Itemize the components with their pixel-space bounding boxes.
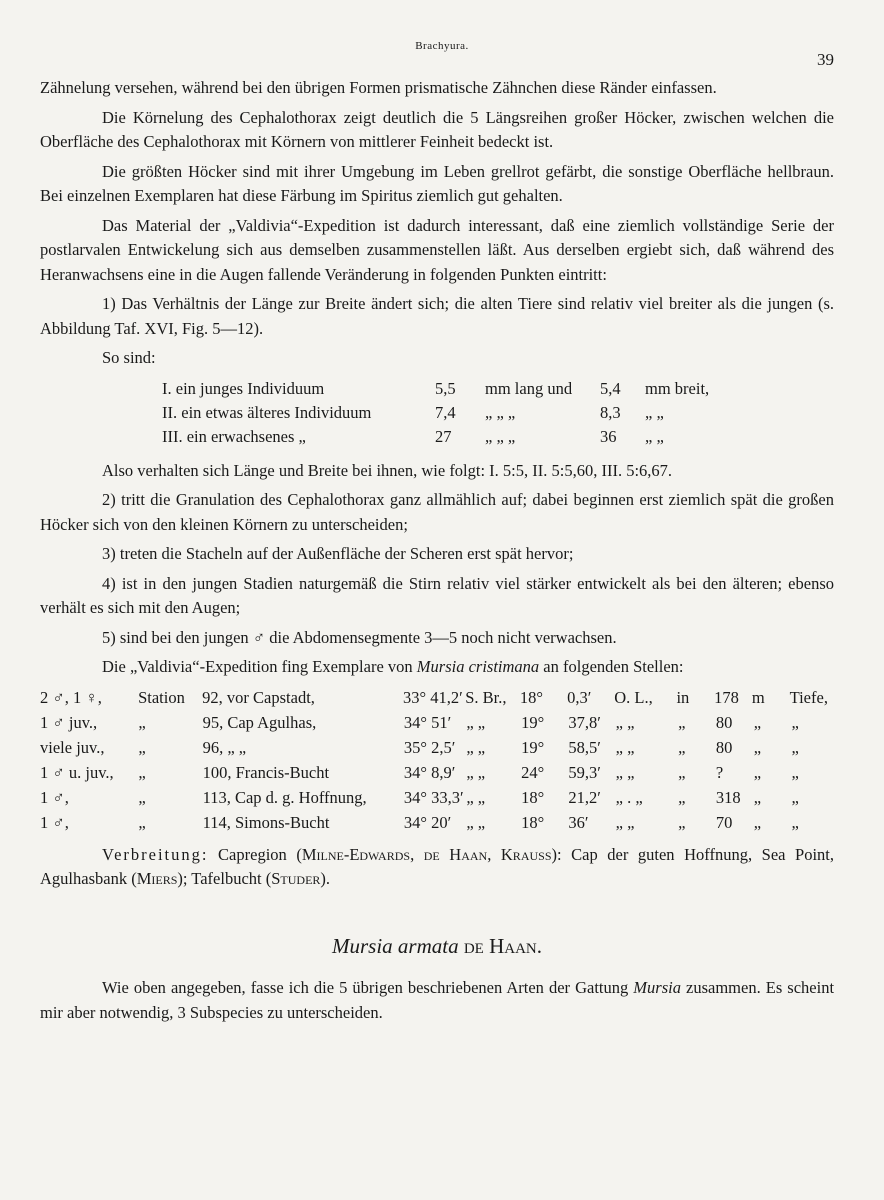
text-run: ); Tafelbucht ( <box>177 869 272 888</box>
station-end <box>825 710 834 735</box>
text-run: Die „Valdivia“-Expedition fing Exemplare von <box>102 657 413 676</box>
paragraph: 5) sind bei den jungen ♂ die Abdomensegmente 3—5 noch nicht verwachsen. <box>102 627 617 647</box>
station-depth-word: „ <box>791 812 799 832</box>
station-specimens: 2 ♂, 1 ♀, <box>40 687 102 707</box>
station-specimens: 1 ♂, <box>40 787 69 807</box>
station-depth-word: „ <box>791 787 799 807</box>
section-title-author: de Haan. <box>463 933 543 958</box>
station-depth-unit: „ <box>753 737 762 757</box>
station-depth-pre: „ <box>678 812 686 832</box>
paragraph: Das Material der „Valdivia“-Expedition ist dadurch interessant, daß eine ziemlich vollständige Serie der postlarvalen Entwickelung sich aus demselben zusammenstellen läßt. Aus derselben ergiebt sich, daß während des Heranwachsens eine in die Augen fallende Veränderung in folgenden Punkten eintritt: <box>40 215 834 284</box>
station-lat-hem: S. Br., <box>465 687 507 707</box>
station-depth-word: Tiefe, <box>789 687 828 707</box>
station-depth-pre: „ <box>678 787 686 807</box>
measurement-length: 27 <box>435 426 452 446</box>
station-specimens: 1 ♂ u. juv., <box>40 762 114 782</box>
author-names: Miers <box>136 869 178 888</box>
paragraph: 2) tritt die Granulation des Cephalothorax ganz allmählich auf; dabei beginnen erst ziemlich spät die großen Höcker sich von den kleinen Körnern zu unterscheiden; <box>40 490 834 534</box>
station-depth-pre: „ <box>678 737 686 757</box>
station-lat: 35° 2,5′ <box>403 737 456 757</box>
text-run: an folgenden Stellen: <box>543 657 684 676</box>
station-lon-deg: 18° <box>519 687 544 707</box>
station-lon-hem: O. L., <box>614 687 653 707</box>
measurement-width: 5,4 <box>600 378 621 398</box>
station-depth: ? <box>715 762 724 782</box>
paragraph: Also verhalten sich Länge und Breite bei ihnen, wie folgt: I. 5:5, II. 5:5,60, III. 5:6,67. <box>102 460 673 480</box>
measurement-label: I. ein junges Individuum <box>162 378 325 398</box>
author-names: Studer <box>271 869 321 888</box>
station-locality: 92, vor Capstadt, <box>202 687 315 707</box>
paragraph <box>40 655 834 680</box>
station-depth-word: „ <box>791 737 799 757</box>
body-text <box>40 76 834 1030</box>
station-locality: 113, Cap d. g. Hoffnung, <box>202 787 367 807</box>
station-end <box>825 685 834 710</box>
station-depth-pre: „ <box>678 712 686 732</box>
verbreitung-label: Verbreitung: <box>102 844 209 864</box>
station-lon-hem: „ „ <box>615 762 635 782</box>
paragraph: 4) ist in den jungen Stadien naturgemäß die Stirn relativ viel stärker entwickelt als bei den älteren; ebenso verhält es sich mit den Augen; <box>40 573 834 617</box>
paragraph-verbreitung <box>40 843 834 892</box>
section-title <box>40 934 834 959</box>
measurement-unit: mm lang und <box>485 378 573 398</box>
station-station-word: „ <box>138 787 146 807</box>
text-run: Wie oben angegeben, fasse ich die 5 übrigen beschriebenen Arten der Gattung <box>102 978 629 997</box>
station-row <box>40 710 834 735</box>
measurement-label: II. ein etwas älteres Individuum <box>162 402 372 422</box>
station-depth-unit: m <box>751 687 765 707</box>
text-run: ). <box>320 869 331 888</box>
measurement-row <box>40 377 834 401</box>
station-locality: 95, Cap Agulhas, <box>202 712 317 732</box>
station-depth-unit: „ <box>753 712 762 732</box>
station-row <box>40 810 834 835</box>
measurement-width: 36 <box>600 426 617 446</box>
genus-name: Mursia <box>633 978 681 997</box>
paragraph: 3) treten die Stacheln auf der Außenfläche der Scheren erst spät hervor; <box>102 544 574 563</box>
station-locality: 96, „ „ <box>202 737 247 757</box>
station-depth-unit: „ <box>753 787 762 807</box>
station-depth: 80 <box>715 712 733 732</box>
station-end <box>825 810 834 835</box>
measurement-label: III. ein erwachsenes „ <box>162 426 306 446</box>
station-lat-hem: „ „ <box>466 712 486 732</box>
station-lat: 33° 41,2′ <box>403 687 463 707</box>
station-lon-min: 59,3′ <box>568 762 601 782</box>
paragraph: So sind: <box>102 348 156 367</box>
text-run: Capregion ( <box>218 844 302 864</box>
station-station-word: „ <box>138 737 146 757</box>
station-lat: 34° 33,3′ <box>403 787 464 807</box>
measurement-unit: „ „ „ <box>485 402 516 422</box>
section-title-species: Mursia armata <box>331 933 459 958</box>
station-lon-min: 21,2′ <box>568 787 601 807</box>
station-lon-deg: 18° <box>521 812 545 832</box>
station-locality: 100, Francis-Bucht <box>202 762 330 782</box>
station-station-word: „ <box>138 762 146 782</box>
author-names: Milne-Edwards, de Haan, Krauss <box>301 844 552 864</box>
station-lat: 34° 51′ <box>403 712 452 732</box>
station-lon-hem: „ „ <box>615 737 635 757</box>
station-lon-min: 36′ <box>568 812 589 832</box>
measurement-unit: mm breit, <box>645 378 710 398</box>
paragraph: 1) Das Verhältnis der Länge zur Breite ändert sich; die alten Tiere sind relativ viel breiter als die jungen (s. Abbildung Taf. XVI, Fig. 5—12). <box>40 294 834 338</box>
running-title: Brachyura. <box>415 40 469 52</box>
station-lon-min: 37,8′ <box>568 712 601 732</box>
station-specimens: 1 ♂ juv., <box>40 712 98 732</box>
station-lon-hem: „ . „ <box>615 787 643 807</box>
measurement-length: 5,5 <box>435 378 456 398</box>
station-row <box>40 785 834 810</box>
page-number: 39 <box>817 50 834 69</box>
measurement-row <box>40 425 834 449</box>
station-depth-unit: „ <box>753 812 762 832</box>
station-lat-hem: „ „ <box>466 737 486 757</box>
station-lon-deg: 24° <box>521 762 545 782</box>
station-lat-hem: „ „ <box>466 762 486 782</box>
station-depth: 178 <box>714 687 739 707</box>
station-lat: 34° 20′ <box>403 812 452 832</box>
station-end <box>825 785 834 810</box>
station-station-word: „ <box>138 712 146 732</box>
station-specimens: 1 ♂, <box>40 812 69 832</box>
station-lon-hem: „ „ <box>615 712 635 732</box>
station-depth-word: „ <box>791 712 799 732</box>
station-depth-pre: „ <box>678 762 686 782</box>
station-specimens: viele juv., <box>40 737 105 757</box>
station-station-word: „ <box>138 812 146 832</box>
station-end <box>825 735 834 760</box>
species-name: Mursia cristimana <box>416 657 540 676</box>
measurement-row <box>40 401 834 425</box>
station-lon-deg: 19° <box>521 737 545 757</box>
station-station-word: Station <box>138 687 185 707</box>
station-depth-word: „ <box>791 762 799 782</box>
station-lat-hem: „ „ <box>466 787 486 807</box>
text-run: ): Cap der guten Hoffnung, Sea Point, Agulhasbank ( <box>40 844 834 888</box>
paragraph: Die größten Höcker sind mit ihrer Umgebung im Leben grellrot gefärbt, die sonstige Oberfläche hellbraun. Bei einzelnen Exemplaren hat diese Färbung im Spiritus ziemlich gut gehalten. <box>40 161 834 205</box>
station-locality: 114, Simons-Bucht <box>202 812 330 832</box>
station-lon-deg: 19° <box>521 712 545 732</box>
measurement-length: 7,4 <box>435 402 456 422</box>
station-lon-hem: „ „ <box>615 812 635 832</box>
station-depth-pre: in <box>676 687 690 707</box>
station-depth: 80 <box>715 737 733 757</box>
measurement-unit: „ „ <box>645 402 664 422</box>
station-lat-hem: „ „ <box>466 812 486 832</box>
measurement-table <box>40 377 834 449</box>
paragraph: Zähnelung versehen, während bei den übrigen Formen prismatische Zähnchen diese Ränder einfassen. <box>40 78 717 97</box>
station-depth: 318 <box>715 787 741 807</box>
station-row <box>40 735 834 760</box>
station-lon-deg: 18° <box>521 787 545 807</box>
measurement-width: 8,3 <box>600 402 621 422</box>
paragraph: Die Körnelung des Cephalothorax zeigt deutlich die 5 Längsreihen großer Höcker, zwischen welchen die Oberfläche des Cephalothorax mit Körnern von mittlerer Feinheit bedeckt ist. <box>40 107 834 151</box>
station-end <box>825 760 834 785</box>
measurement-unit: „ „ <box>645 426 664 446</box>
station-row <box>40 685 834 710</box>
station-depth-unit: „ <box>753 762 762 782</box>
station-table <box>40 685 834 835</box>
station-depth: 70 <box>715 812 733 832</box>
measurement-unit: „ „ „ <box>485 426 516 446</box>
station-lat: 34° 8,9′ <box>403 762 456 782</box>
text-run: zusammen. Es scheint mir aber notwendig, 3 Subspecies zu unterscheiden. <box>40 978 835 1022</box>
station-row <box>40 760 834 785</box>
paragraph <box>40 976 834 1025</box>
station-lon-min: 0,3′ <box>567 687 592 707</box>
station-lon-min: 58,5′ <box>568 737 601 757</box>
